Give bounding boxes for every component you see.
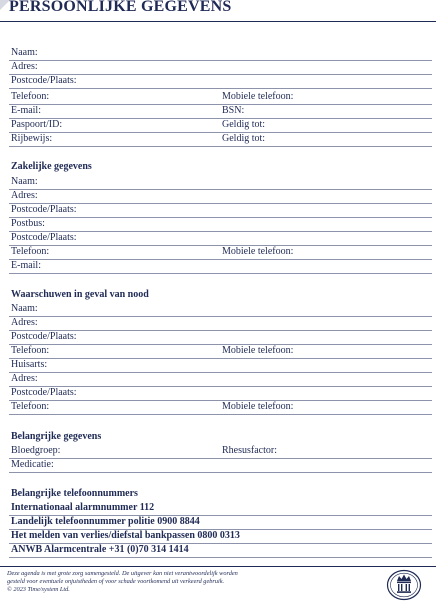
field-label: Postcode/Plaats: <box>11 232 77 243</box>
field-label: Telefoon: <box>11 91 50 102</box>
field-business-phone[interactable] <box>9 245 432 260</box>
field-address[interactable] <box>9 60 432 75</box>
field-label: Adres: <box>11 190 38 201</box>
field-label: Telefoon: <box>11 345 50 356</box>
section-heading-business: Zakelijke gegevens <box>11 161 92 172</box>
field-label: Adres: <box>11 61 38 72</box>
field-license[interactable] <box>9 132 432 147</box>
field-passport[interactable] <box>9 118 432 133</box>
field-name[interactable] <box>9 46 432 61</box>
field-label: Geldig tot: <box>222 119 266 130</box>
field-label: Bloedgroep: <box>11 445 61 456</box>
field-label: Mobiele telefoon: <box>222 91 294 102</box>
footer-disclaimer-line-1: Deze agenda is met grote zorg samengesteld. De uitgever kan niet verantwoordelijk worden <box>7 570 238 577</box>
field-label: Mobiele telefoon: <box>222 246 294 257</box>
field-label: Huisarts: <box>11 359 48 370</box>
field-postcode[interactable] <box>9 74 432 89</box>
field-label: Adres: <box>11 317 38 328</box>
field-label: Postcode/Plaats: <box>11 387 77 398</box>
phone-number-item <box>9 515 432 530</box>
field-emergency-address[interactable] <box>9 316 432 331</box>
field-business-address[interactable] <box>9 189 432 204</box>
field-label: Adres: <box>11 373 38 384</box>
field-label: Mobiele telefoon: <box>222 345 294 356</box>
field-business-name[interactable] <box>9 175 432 190</box>
field-label: Medicatie: <box>11 459 54 470</box>
title-divider <box>0 21 436 22</box>
section-heading-important: Belangrijke gegevens <box>11 431 102 442</box>
phone-number-item <box>9 501 432 516</box>
page-title: PERSOONLIJKE GEGEVENS <box>9 0 232 15</box>
crown-seal-icon <box>386 568 422 601</box>
field-label: Paspoort/ID: <box>11 119 63 130</box>
phone-number-item <box>9 529 432 544</box>
field-label: Postcode/Plaats: <box>11 75 77 86</box>
phone-number-item <box>9 543 432 558</box>
field-emergency-phone[interactable] <box>9 344 432 359</box>
field-label: Postbus: <box>11 218 45 229</box>
field-emergency-name[interactable] <box>9 302 432 317</box>
footer-divider <box>0 566 436 567</box>
field-label: Telefoon: <box>11 246 50 257</box>
phone-number-text: Het melden van verlies/diefstal bankpassen 0800 0313 <box>11 530 240 541</box>
field-doctor[interactable] <box>9 358 432 373</box>
phone-number-text: Landelijk telefoonnummer politie 0900 8844 <box>11 516 200 527</box>
field-business-postcode-2[interactable] <box>9 231 432 246</box>
field-label: Geldig tot: <box>222 133 266 144</box>
field-email[interactable] <box>9 104 432 119</box>
footer-copyright: © 2023 Time/system Ltd. <box>7 586 70 593</box>
field-label: E-mail: <box>11 260 41 271</box>
footer-disclaimer-line-2: gesteld voor eventuele onjuistheden of voor schade voortkomend uit verkeerd gebruik. <box>7 578 225 585</box>
field-doctor-postcode[interactable] <box>9 386 432 401</box>
field-label: Telefoon: <box>11 401 50 412</box>
field-business-email[interactable] <box>9 259 432 274</box>
phone-number-text: ANWB Alarmcentrale +31 (0)70 314 1414 <box>11 544 189 555</box>
section-heading-emergency: Waarschuwen in geval van nood <box>11 289 149 300</box>
field-label: Postcode/Plaats: <box>11 204 77 215</box>
field-label: Rijbewijs: <box>11 133 53 144</box>
field-business-postcode[interactable] <box>9 203 432 218</box>
field-phone[interactable] <box>9 90 432 105</box>
field-business-pobox[interactable] <box>9 217 432 232</box>
field-label: Mobiele telefoon: <box>222 401 294 412</box>
field-blood[interactable] <box>9 444 432 459</box>
field-doctor-address[interactable] <box>9 372 432 387</box>
section-heading-phones: Belangrijke telefoonnummers <box>11 488 138 499</box>
phone-number-text: Internationaal alarmnummer 112 <box>11 502 155 513</box>
field-label: BSN: <box>222 105 245 116</box>
field-label: Naam: <box>11 47 38 58</box>
field-label: Postcode/Plaats: <box>11 331 77 342</box>
field-label: Naam: <box>11 176 38 187</box>
field-emergency-postcode[interactable] <box>9 330 432 345</box>
field-label: Rhesusfactor: <box>222 445 277 456</box>
field-label: E-mail: <box>11 105 41 116</box>
field-label: Naam: <box>11 303 38 314</box>
field-doctor-phone[interactable] <box>9 400 432 415</box>
field-medication[interactable] <box>9 458 432 473</box>
